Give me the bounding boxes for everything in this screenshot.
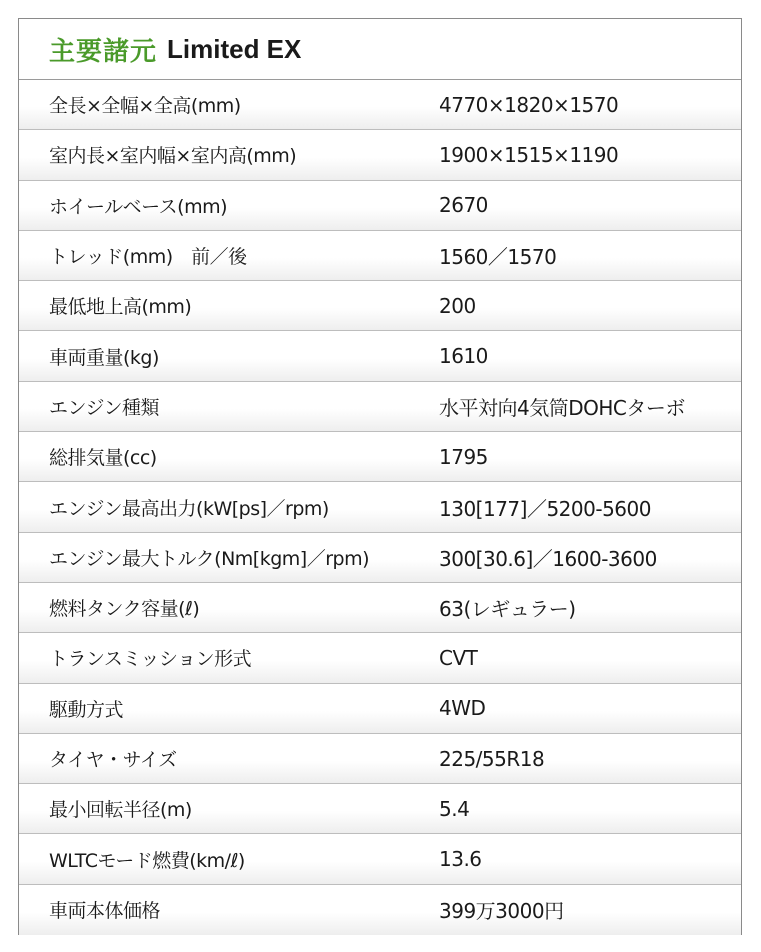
spec-sheet	[18, 18, 742, 935]
spec-row	[19, 181, 741, 231]
spec-title	[19, 19, 741, 80]
spec-row	[19, 432, 741, 482]
spec-row	[19, 331, 741, 381]
spec-row	[19, 231, 741, 281]
spec-value: 13.6	[439, 847, 482, 872]
spec-label: 最低地上高(mm)	[49, 296, 192, 319]
spec-label: エンジン最高出力(kW[ps]／rpm)	[49, 497, 329, 520]
spec-row	[19, 684, 741, 734]
spec-value: 5.4	[439, 796, 470, 821]
spec-value: 200	[439, 293, 476, 318]
spec-value: 1795	[439, 444, 488, 469]
spec-row	[19, 382, 741, 432]
spec-value: 4WD	[439, 696, 486, 721]
spec-row	[19, 834, 741, 884]
spec-row	[19, 633, 741, 683]
spec-label: 駆動方式	[49, 698, 124, 721]
spec-label: 全長×全幅×全高(mm)	[49, 95, 241, 118]
spec-value: 1610	[439, 344, 488, 369]
spec-label: 最小回転半径(m)	[49, 799, 192, 822]
spec-label: 室内長×室内幅×室内高(mm)	[49, 145, 297, 168]
spec-row	[19, 583, 741, 633]
spec-label: WLTCモード燃費(km/ℓ)	[49, 849, 245, 872]
spec-value: 63(レギュラー)	[439, 597, 576, 622]
spec-value: 399万3000円	[439, 899, 564, 924]
spec-value: 2670	[439, 193, 488, 218]
spec-label: トランスミッション形式	[49, 648, 252, 671]
spec-value: 水平対向4気筒DOHCターボ	[439, 395, 685, 420]
spec-row	[19, 281, 741, 331]
spec-value: 1560／1570	[439, 245, 557, 270]
spec-title-jp: 主要諸元	[49, 36, 158, 67]
spec-label: ホイールベース(mm)	[49, 195, 228, 218]
spec-row	[19, 130, 741, 180]
spec-label: エンジン種類	[49, 396, 160, 419]
spec-label: エンジン最大トルク(Nm[kgm]／rpm)	[49, 547, 369, 570]
spec-label: タイヤ・サイズ	[49, 749, 177, 771]
spec-row	[19, 784, 741, 834]
spec-row	[19, 533, 741, 583]
spec-value: 4770×1820×1570	[439, 92, 619, 117]
spec-value: 130[177]／5200-5600	[439, 496, 651, 521]
spec-value: 1900×1515×1190	[439, 142, 619, 167]
spec-label: 総排気量(cc)	[49, 447, 157, 470]
spec-value: 225/55R18	[439, 746, 545, 771]
spec-label: 燃料タンク容量(ℓ)	[49, 598, 200, 621]
spec-row	[19, 482, 741, 532]
spec-row	[19, 734, 741, 784]
spec-title-model: Limited EX	[167, 33, 302, 64]
spec-row	[19, 80, 741, 130]
spec-label: 車両本体価格	[49, 900, 161, 923]
spec-rows	[19, 80, 741, 935]
spec-label: トレッド(mm) 前／後	[49, 246, 247, 269]
spec-label: 車両重量(kg)	[49, 346, 159, 369]
spec-value: CVT	[439, 645, 478, 670]
spec-value: 300[30.6]／1600-3600	[439, 546, 657, 571]
spec-row	[19, 885, 741, 935]
